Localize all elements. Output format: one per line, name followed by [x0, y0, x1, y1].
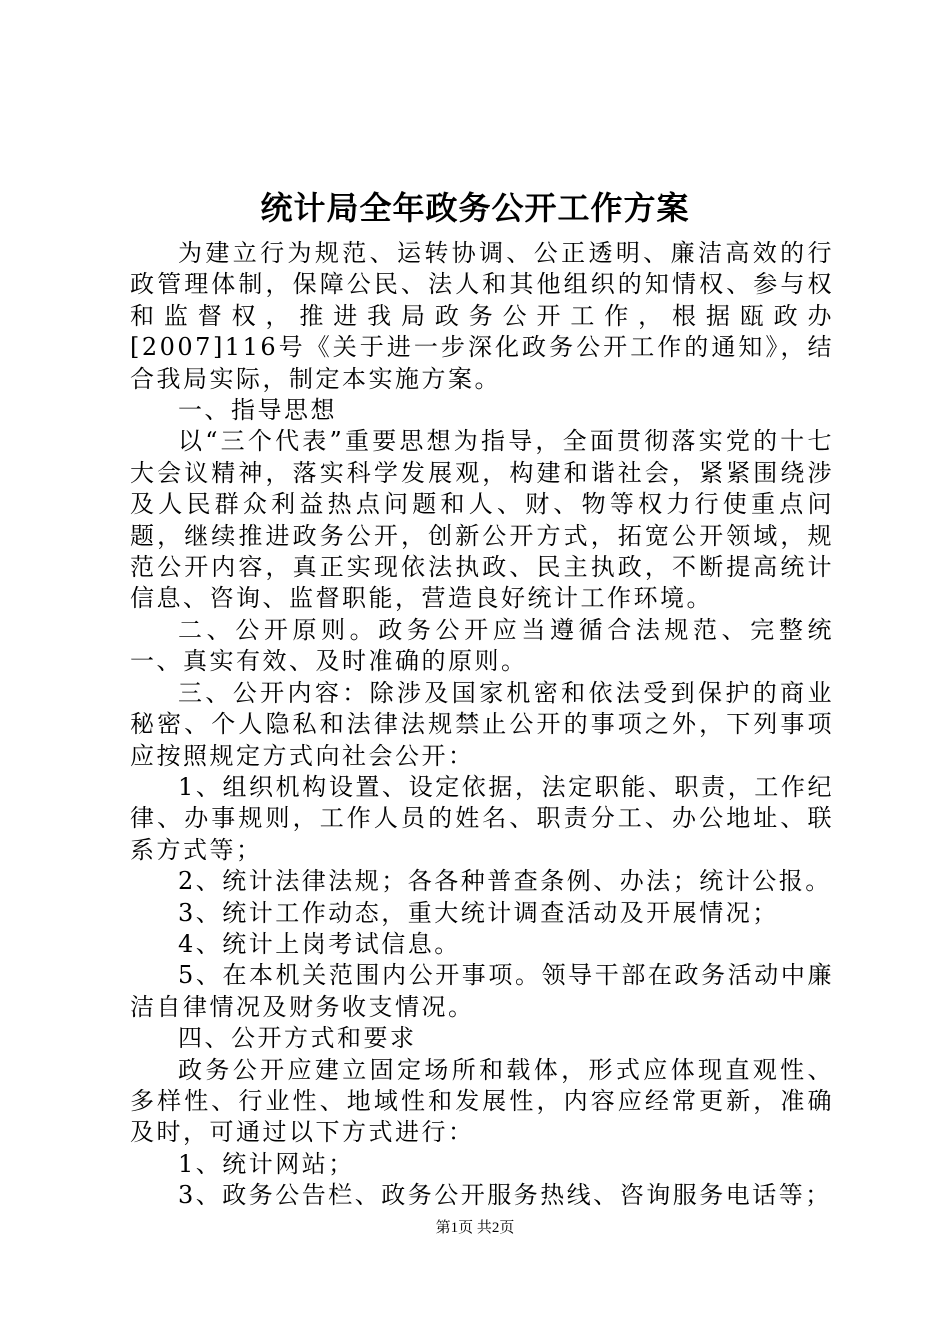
paragraph-guiding-ideology: 以“三个代表”重要思想为指导，全面贯彻落实党的十七大会议精神，落实科学发展观，构建和谐社会，紧紧围绕涉及人民群众利益热点问题和人、财、物等权力行使重点问题，继续推进政务公开，创新公开方式，拓宽公开领域，规范公开内容，真正实现依法执政、民主执政，不断提高统计信息、咨询、监督职能，营造良好统计工作环境。: [130, 427, 834, 613]
document-title: 统计局全年政务公开工作方案: [260, 189, 690, 227]
paragraph-disclosure-content: 三、公开内容：除涉及国家机密和依法受到保护的商业秘密、个人隐私和法律法规禁止公开的事项之外，下列事项应按照规定方式向社会公开：: [130, 678, 834, 770]
list-item-content-5: 5、在本机关范围内公开事项。领导干部在政务活动中廉洁自律情况及财务收支情况。: [130, 961, 834, 1021]
list-item-content-1: 1、组织机构设置、设定依据，法定职能、职责，工作纪律、办事规则，工作人员的姓名、职责分工、办公地址、联系方式等；: [130, 772, 834, 864]
page-number: 第1页 共2页: [435, 1220, 515, 1236]
list-item-method-1: 1、统计网站；: [178, 1149, 355, 1178]
document-body: [130, 238, 834, 1212]
section-heading-guiding-ideology: 一、指导思想: [178, 396, 337, 425]
section-heading-methods: 四、公开方式和要求: [178, 1024, 417, 1053]
paragraph-disclosure-principles: 二、公开原则。政务公开应当遵循合法规范、完整统一、真实有效、及时准确的原则。: [130, 615, 834, 676]
paragraph-methods: 政务公开应建立固定场所和载体，形式应体现直观性、多样性、行业性、地域性和发展性，内容应经常更新，准确及时，可通过以下方式进行：: [130, 1055, 834, 1147]
list-item-content-4: 4、统计上岗考试信息。: [178, 929, 461, 958]
list-item-content-3: 3、统计工作动态，重大统计调查活动及开展情况；: [178, 898, 779, 927]
list-item-method-3: 3、政务公告栏、政务公开服务热线、咨询服务电话等；: [178, 1181, 832, 1210]
paragraph-intro: 为建立行为规范、运转协调、公正透明、廉洁高效的行政管理体制，保障公民、法人和其他组织的知情权、参与权和监督权，推进我局政务公开工作，根据瓯政办[2007]116号《关于进一步深化政务公开工作的通知》，结合我局实际，制定本实施方案。: [130, 239, 834, 393]
list-item-content-2: 2、统计法律法规；各各种普查条例、办法；统计公报。: [178, 867, 832, 896]
